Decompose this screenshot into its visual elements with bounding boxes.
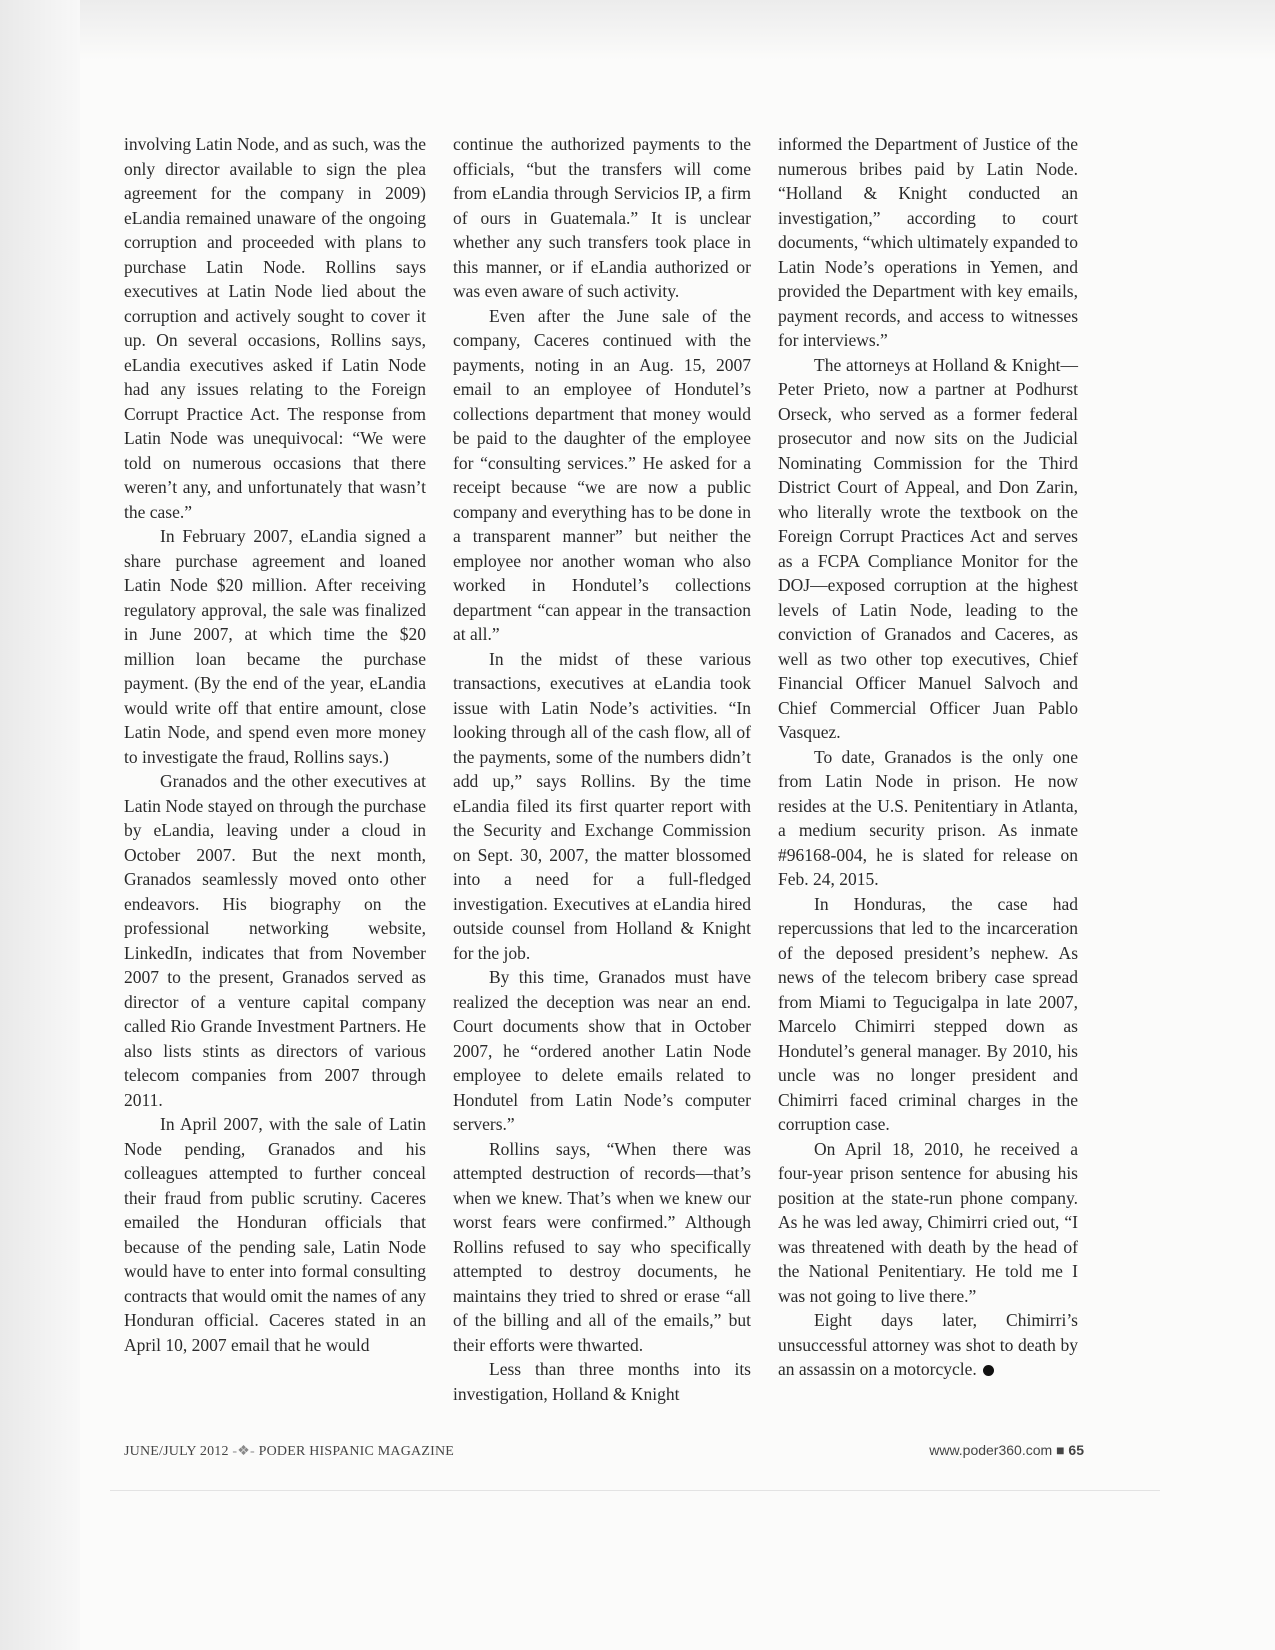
- paragraph: To date, Granados is the only one from Latin Node in prison. He now resides at the U.S. Penitentiary in Atlanta, a medium security prison. As inmate #96168-004, he is slated for release on Feb. 24, 2015.: [778, 746, 1078, 889]
- footer: [124, 1442, 1084, 1460]
- footer-left: [124, 1443, 454, 1460]
- paragraph: In February 2007, eLandia signed a share purchase agreement and loaned Latin Node $20 million. After receiving regulatory approval, the sale was finalized in June 2007, at which time the $20 million loan became the purchase payment. (By the end of the year, eLandia would write off that entire amount, close Latin Node, and spend even more money to investigate the fraud, Rollins says.): [124, 526, 426, 767]
- footer-divider: [110, 1490, 1160, 1491]
- article-body: [124, 132, 1078, 1406]
- website-url: www.poder360.com: [929, 1442, 1053, 1458]
- article-column-3: [778, 132, 1078, 1382]
- end-of-article-bullet-icon: [983, 1365, 994, 1376]
- square-bullet-icon: ■: [1056, 1442, 1065, 1458]
- article-column-2: [453, 132, 751, 1406]
- paragraph: On April 18, 2010, he received a four-year prison sentence for abusing his position at the state-run phone company. As he was led away, Chimirri cried out, “I was threatened with death by the head of the National Penitentiary. He told me I was not going to live there.”: [778, 1138, 1078, 1306]
- paragraph: In Honduras, the case had repercussions that led to the incarceration of the deposed president’s nephew. As news of the telecom bribery case spread from Miami to Tegucigalpa in late 2007, Marcelo Chimirri stepped down as Hondutel’s general manager. By 2010, his uncle was no longer president and Chimirri faced criminal charges in the corruption case.: [778, 893, 1078, 1134]
- magazine-name: PODER HISPANIC MAGAZINE: [258, 1444, 455, 1459]
- paragraph: In April 2007, with the sale of Latin Node pending, Granados and his colleagues attempted to further conceal their fraud from public scrutiny. Caceres emailed the Honduran officials that because of the pending sale, Latin Node would have to enter into formal consulting contracts that would omit the names of any Honduran official. Caceres stated in an April 10, 2007 email that he would: [124, 1114, 426, 1355]
- paragraph: informed the Department of Justice of the numerous bribes paid by Latin Node. “Holland & Knight conducted an investigation,” according to court documents, “which ultimately expanded to Latin Node’s operations in Yemen, and provided the Department with key emails, payment records, and access to witnesses for interviews.”: [778, 134, 1078, 350]
- issue-date: JUNE/JULY 2012: [124, 1444, 229, 1459]
- separator-ornament-icon: -❖-: [232, 1444, 255, 1459]
- paragraph: The attorneys at Holland & Knight—Peter Prieto, now a partner at Podhurst Orseck, who served as a former federal prosecutor and now sits on the Judicial Nominating Commission for the Third District Court of Appeal, and Don Zarin, who literally wrote the textbook on the Foreign Corrupt Practices Act and serves as a FCPA Compliance Monitor for the DOJ—exposed corruption at the highest levels of Latin Node, leading to the conviction of Granados and Caceres, as well as two other top executives, Chief Financial Officer Manuel Salvoch and Chief Commercial Officer Juan Pablo Vasquez.: [778, 354, 1078, 742]
- article-column-1: [124, 132, 426, 1357]
- paragraph: Rollins says, “When there was attempted destruction of records—that’s when we knew. That’s when we knew our worst fears were confirmed.” Although Rollins refused to say who specifically attempted to destroy documents, he maintains they tried to shred or erase “all of the billing and all of the emails,” but their efforts were thwarted.: [453, 1138, 751, 1355]
- paragraph: involving Latin Node, and as such, was the only director available to sign the plea agreement for the company in 2009) eLandia remained unaware of the ongoing corruption and proceeded with plans to purchase Latin Node. Rollins says executives at Latin Node lied about the corruption and actively sought to cover it up. On several occasions, Rollins says, eLandia executives asked if Latin Node had any issues relating to the Foreign Corrupt Practice Act. The response from Latin Node was unequivocal: “We were told on numerous occasions that there weren’t any, and unfortunately that wasn’t the case.”: [124, 134, 426, 522]
- paragraph: In the midst of these various transactions, executives at eLandia took issue with Latin Node’s activities. “In looking through all of the cash flow, all of the payments, some of the numbers didn’t add up,” says Rollins. By the time eLandia filed its first quarter report with the Security and Exchange Commission on Sept. 30, 2007, the matter blossomed into a need for a full-fledged investigation. Executives at eLandia hired outside counsel from Holland & Knight for the job.: [453, 648, 751, 963]
- paragraph: Less than three months into its investigation, Holland & Knight: [453, 1359, 751, 1404]
- footer-right: [929, 1442, 1084, 1458]
- paragraph: continue the authorized payments to the officials, “but the transfers will come from eLandia through Servicios IP, a firm of ours in Guatemala.” It is unclear whether any such transfers took place in this manner, or if eLandia authorized or was even aware of such activity.: [453, 134, 751, 301]
- paragraph: Granados and the other executives at Latin Node stayed on through the purchase by eLandia, leaving under a cloud in October 2007. But the next month, Granados seamlessly moved onto other endeavors. His biography on the professional networking website, LinkedIn, indicates that from November 2007 to the present, Granados served as director of a venture capital company called Rio Grande Investment Partners. He also lists stints as directors of various telecom companies from 2007 through 2011.: [124, 771, 426, 1110]
- page-number: 65: [1068, 1442, 1084, 1458]
- paragraph-last: [778, 1308, 1078, 1382]
- paragraph: By this time, Granados must have realized the deception was near an end. Court documents show that in October 2007, he “ordered another Latin Node employee to delete emails related to Hondutel from Latin Node’s computer servers.”: [453, 967, 751, 1134]
- paragraph-text: Eight days later, Chimirri’s unsuccessful attorney was shot to death by an assassin on a motorcycle.: [778, 1310, 1078, 1379]
- paragraph: Even after the June sale of the company, Caceres continued with the payments, noting in an Aug. 15, 2007 email to an employee of Hondutel’s collections department that money would be paid to the daughter of the employee for “consulting services.” He asked for a receipt because “we are now a public company and everything has to be done in a transparent manner” but neither the employee nor another woman who also worked in Hondutel’s collections department “can appear in the transaction at all.”: [453, 305, 751, 644]
